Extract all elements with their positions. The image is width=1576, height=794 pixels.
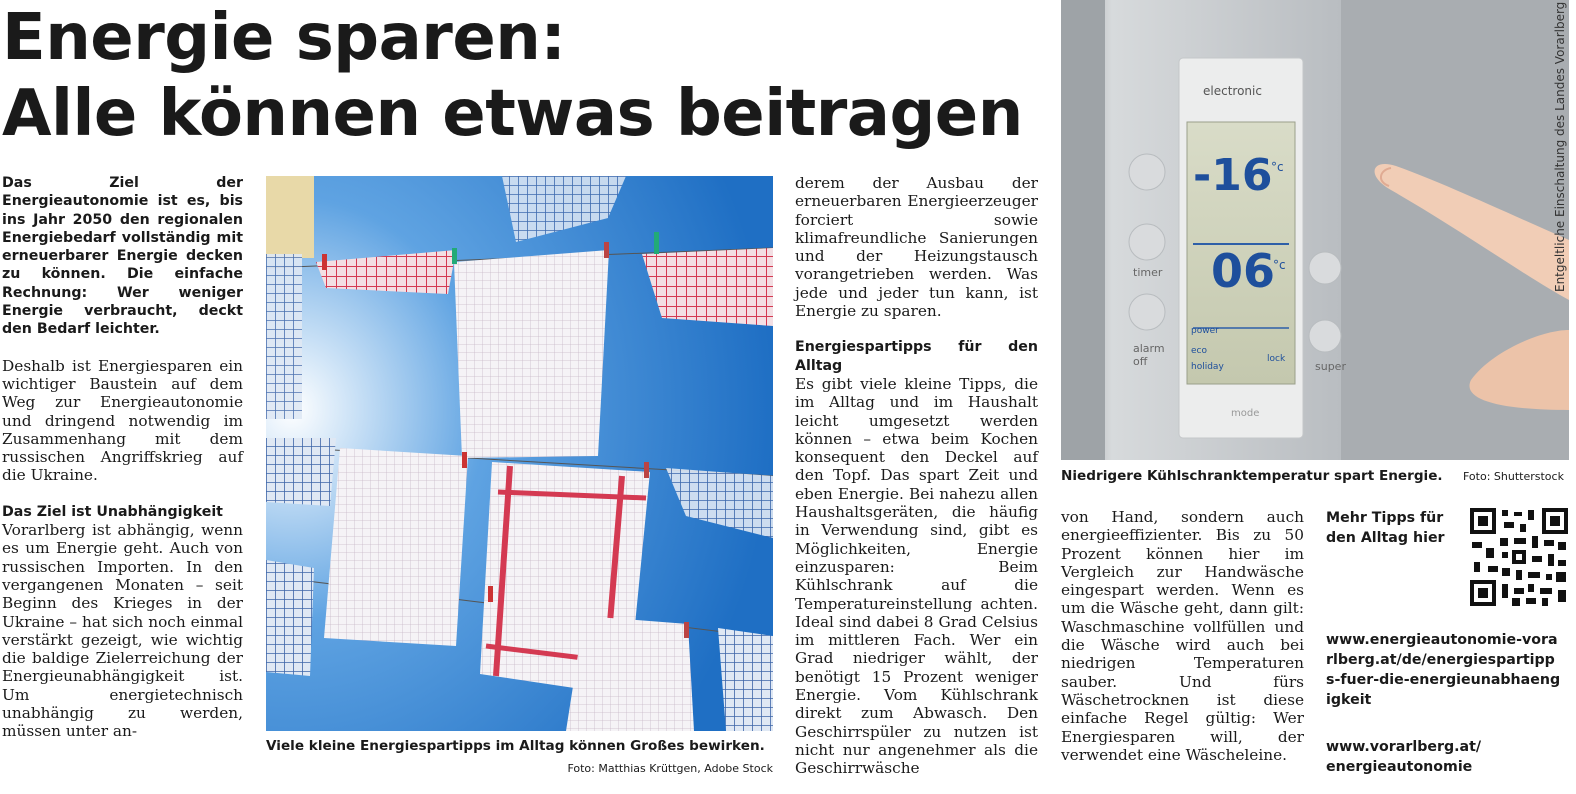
headline-line-1: Energie sparen: xyxy=(2,1,566,75)
body-paragraph: Deshalb ist Energiesparen ein wichtiger Baustein auf dem Weg zur Energieautonomie und dringend notwendig im Zusammenhang mit dem russischen Angriffskrieg auf die Ukraine. xyxy=(2,356,243,485)
fridge-unit-top: °c xyxy=(1271,160,1284,174)
qr-code[interactable] xyxy=(1470,508,1568,606)
alarm-off-button-label: alarm off xyxy=(1133,342,1165,368)
tips-link-vorarlberg[interactable]: www.vorarlberg.at/ energieautonomie xyxy=(1326,739,1482,775)
headline xyxy=(2,0,1052,152)
laundry-photo-illustration xyxy=(266,176,773,731)
qr-code-graphic xyxy=(1470,508,1568,606)
article-column-4 xyxy=(1061,508,1304,764)
lcd-eco-label: eco xyxy=(1191,346,1207,356)
fridge-unit-bottom: °c xyxy=(1273,258,1286,272)
photo-caption-fridge: Niedrigere Kühlschranktemperatur spart Energie. xyxy=(1061,468,1443,484)
body-paragraph: von Hand, sondern auch energieeffizienter. Bis zu 50 Prozent können hier im Vergleich zur Handwäsche eingespart werden. Wenn es um die Wäsche geht, dann gilt: Waschmaschine vollfüllen und die Wäsche wird auch bei niedrigen Temperaturen sauber. Und fürs Wäschetrocknen ist diese einfache Regel gültig: Wer Energiesparen will, der verwendet eine Wäscheleine. xyxy=(1061,508,1304,764)
body-paragraph: Es gibt viele kleine Tipps, die im Alltag und im Haushalt leicht umgesetzt werden können – etwa beim Kochen konsequent den Deckel auf den Topf. Das spart Zeit und eben Energie. Bei nahezu allen Haushaltsgeräten, die häufig in Verwendung sind, gibt es Möglichkeiten, Energie einzusparen: Beim Kühlschrank auf die Temperatureinstellung achten. Ideal sind dabei 8 Grad Celsius im mittleren Fach. Wer ein Grad niedriger wählt, der benötigt 15 Prozent weniger Energie. Vom Kühlschrank direkt zum Abwasch. Den Geschirrspüler zu nutzen ist nicht nur angenehmer als die Geschirrwäsche xyxy=(795,374,1038,778)
photo-credit-laundry: Foto: Matthias Krüttgen, Adobe Stock xyxy=(567,762,773,775)
photo-caption-laundry: Viele kleine Energiespartipps im Alltag können Großes bewirken. xyxy=(266,738,765,754)
lcd-power-label: power xyxy=(1191,326,1219,336)
fridge-freezer-temp: -16 xyxy=(1193,150,1273,201)
timer-button-label: timer xyxy=(1133,266,1163,279)
headline-line-2: Alle können etwas beitragen xyxy=(2,77,1023,151)
tips-box-title: Mehr Tipps für den Alltag hier xyxy=(1326,510,1445,546)
subheading-tips: Energiespartipps für den Alltag xyxy=(795,339,1038,374)
photo-credit-fridge: Foto: Shutterstock xyxy=(1463,470,1564,483)
article-column-1 xyxy=(2,174,243,741)
super-button-label: super xyxy=(1315,360,1346,373)
article-column-3 xyxy=(795,174,1038,778)
lead-paragraph: Das Ziel der Energieautonomie ist es, bis ins Jahr 2050 den regionalen Energiebedarf vollständig mit erneuerbarer Energie decken zu können. Die einfache Rechnung: Wer weniger Energie verbraucht, deckt den Bedarf leichter. xyxy=(2,175,243,338)
sponsored-notice: Entgeltliche Einschaltung des Landes Vorarlberg xyxy=(1553,1,1567,292)
fridge-cooler-temp: 06 xyxy=(1211,244,1276,298)
body-paragraph: derem der Ausbau der erneuerbaren Energieerzeuger forciert sowie klimafreundliche Sanierungen und der Heizungstausch vorangetrieben werden. Was jede und jeder tun kann, ist Energie zu sparen. xyxy=(795,174,1038,321)
lcd-lock-label: lock xyxy=(1267,354,1286,364)
laundry-photo xyxy=(266,176,773,731)
fridge-brand-label: electronic xyxy=(1203,84,1262,98)
body-paragraph: Vorarlberg ist abhängig, wenn es um Energie geht. Auch von russischen Importen. In den vergangenen Monaten – seit Beginn des Krieges in der Ukraine – hat sich noch einmal verstärkt gezeigt, wie wichtig die baldige Zielerreichung der Energieunabhängigkeit ist. Um energietechnisch unabhängig zu werden, müssen unter an- xyxy=(2,521,243,741)
lcd-holiday-label: holiday xyxy=(1191,362,1224,372)
subheading-independence: Das Ziel ist Unabhängigkeit xyxy=(2,503,223,520)
fridge-photo-illustration xyxy=(1061,0,1569,460)
mode-label: mode xyxy=(1231,408,1260,419)
fridge-photo xyxy=(1061,0,1569,460)
tips-link-energieautonomie[interactable]: www.energieautonomie-vorarlberg.at/de/energiespartipps-fuer-die-energieunabhaengigkeit xyxy=(1326,632,1561,708)
